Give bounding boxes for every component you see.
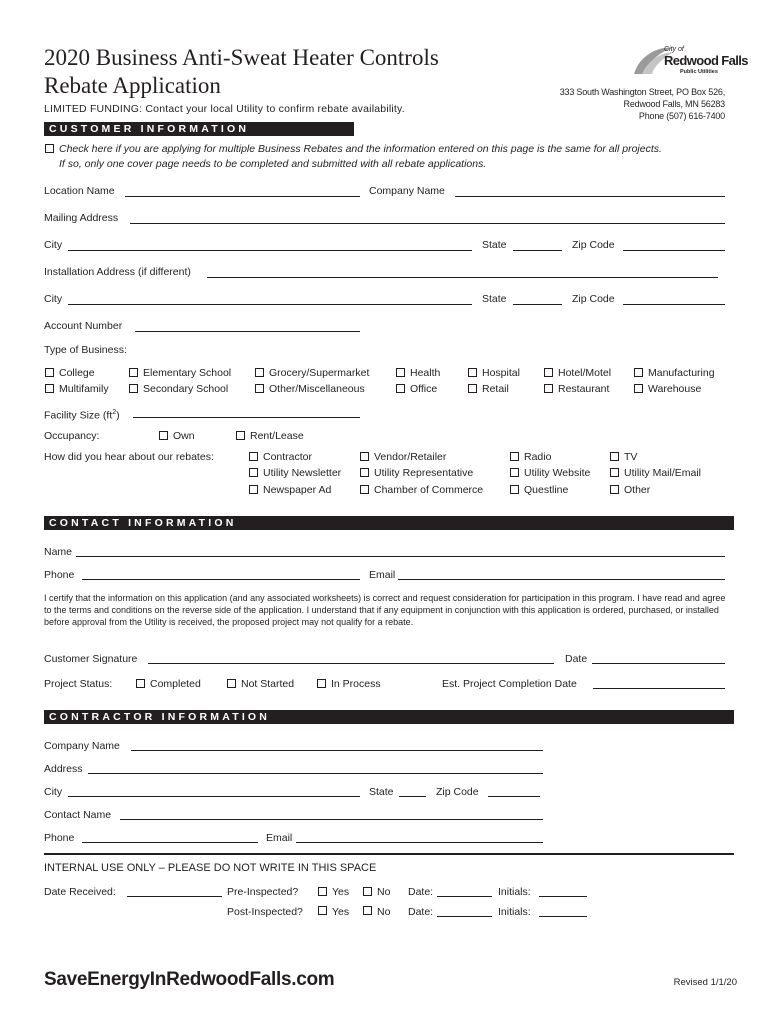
utility-address: [560, 86, 725, 122]
state-label: State: [482, 239, 507, 251]
radio-checkbox[interactable]: [510, 452, 519, 461]
utility-website-checkbox[interactable]: [510, 468, 519, 477]
install-state-label: State: [482, 293, 507, 305]
redwood-falls-logo: [630, 44, 748, 78]
city-label: City: [44, 239, 63, 251]
contractor-checkbox[interactable]: [249, 452, 258, 461]
tv-label: TV: [624, 451, 638, 463]
office-label: Office: [410, 383, 438, 395]
contact-phone-label: Phone: [44, 569, 75, 581]
utility-mail-email-checkbox[interactable]: [610, 468, 619, 477]
utility-newsletter-label: Utility Newsletter: [263, 467, 342, 479]
pre-inspected-no-label: No: [377, 886, 391, 898]
occupancy-label: Occupancy:: [44, 430, 100, 442]
multiple-rebates-checkbox[interactable]: [45, 144, 54, 153]
contractor-label: Contractor: [263, 451, 313, 463]
post-inspected-label: Post-Inspected?: [227, 906, 303, 918]
post-inspected-date-field[interactable]: [437, 907, 492, 917]
contractor-city-field[interactable]: [68, 787, 360, 797]
other-misc-label: Other/Miscellaneous: [269, 383, 365, 395]
contact-email-label: Email: [369, 569, 396, 581]
rent-lease-label: Rent/Lease: [250, 430, 304, 442]
contact-name-field[interactable]: [76, 547, 725, 557]
hospital-label: Hospital: [482, 367, 520, 379]
college-label: College: [59, 367, 95, 379]
facility-size-sup: 2: [112, 409, 117, 416]
warehouse-label: Warehouse: [648, 383, 702, 395]
customer-signature-field[interactable]: [148, 654, 554, 664]
contractor-phone-label: Phone: [44, 832, 75, 844]
contractor-zip-field[interactable]: [488, 787, 540, 797]
account-number-field[interactable]: [135, 322, 360, 332]
health-label: Health: [410, 367, 441, 379]
secondary-school-label: Secondary School: [143, 383, 229, 395]
logo-name: Redwood Falls: [664, 53, 748, 68]
post-inspected-yes-checkbox[interactable]: [318, 906, 327, 915]
multiple-rebates-note-1: Check here if you are applying for multiple Business Rebates and the information entered on this page is the same for all projects.: [59, 143, 662, 155]
restaurant-checkbox[interactable]: [544, 384, 553, 393]
certification-statement: I certify that the information on this application (and any associated worksheets) is correct and request consideration for participation in this program. I have read and agree to the terms and conditions on the reverse side of the application. I understand that if any equipment in conjunction with this application is ordered, purchased, or installed before approval from the Utility is received, the proposed project may not qualify for a rebate.: [44, 593, 726, 627]
contractor-contact-field[interactable]: [120, 810, 543, 820]
contractor-contact-label: Contact Name: [44, 809, 112, 821]
facility-size-text: Facility Size (ft: [44, 409, 113, 422]
pre-inspected-date-field[interactable]: [437, 887, 492, 897]
pre-inspected-yes-checkbox[interactable]: [318, 887, 327, 896]
signature-date-field[interactable]: [592, 654, 725, 664]
customer-signature-label: Customer Signature: [44, 653, 138, 665]
post-inspected-date-label: Date:: [408, 906, 434, 918]
est-completion-label: Est. Project Completion Date: [442, 678, 577, 690]
project-status-label: Project Status:: [44, 678, 113, 690]
manufacturing-label: Manufacturing: [648, 367, 715, 379]
facility-size-close: ): [116, 409, 120, 422]
other-source-checkbox[interactable]: [610, 485, 619, 494]
contractor-address-field[interactable]: [88, 764, 543, 774]
date-received-label: Date Received:: [44, 886, 116, 898]
post-inspected-no-checkbox[interactable]: [363, 906, 372, 915]
zip-label: Zip Code: [572, 239, 615, 251]
utility-mail-email-label: Utility Mail/Email: [624, 467, 702, 479]
install-state-field[interactable]: [513, 295, 562, 305]
rent-lease-checkbox[interactable]: [236, 431, 245, 440]
vendor-retailer-checkbox[interactable]: [360, 452, 369, 461]
restaurant-label: Restaurant: [558, 383, 610, 395]
contractor-company-field[interactable]: [131, 741, 543, 751]
state-field[interactable]: [513, 241, 562, 251]
pre-inspected-initials-label: Initials:: [498, 886, 531, 898]
installation-address-field[interactable]: [207, 268, 718, 278]
limited-funding-note: LIMITED FUNDING: Contact your local Utility to confirm rebate availability.: [44, 103, 405, 115]
mailing-address-label: Mailing Address: [44, 212, 119, 224]
contractor-state-label: State: [369, 786, 394, 798]
utility-rep-label: Utility Representative: [374, 467, 474, 479]
multiple-rebates-note-2: If so, only one cover page needs to be completed and submitted with all rebate applications.: [59, 158, 487, 170]
hear-about-label: How did you hear about our rebates:: [44, 451, 214, 463]
contractor-section-header: CONTRACTOR INFORMATION: [44, 710, 734, 724]
manufacturing-checkbox[interactable]: [634, 368, 643, 377]
est-completion-field[interactable]: [593, 679, 725, 689]
completed-checkbox[interactable]: [136, 679, 145, 688]
utility-website-label: Utility Website: [524, 467, 591, 479]
vendor-retailer-label: Vendor/Retailer: [374, 451, 447, 463]
pre-inspected-label: Pre-Inspected?: [227, 886, 299, 898]
retail-checkbox[interactable]: [468, 384, 477, 393]
install-zip-field[interactable]: [623, 295, 725, 305]
customer-section-header: CUSTOMER INFORMATION: [44, 122, 354, 136]
address-line3: Phone (507) 616-7400: [638, 111, 725, 121]
newspaper-ad-label: Newspaper Ad: [263, 484, 332, 496]
hospital-checkbox[interactable]: [468, 368, 477, 377]
location-name-field[interactable]: [125, 187, 360, 197]
contractor-company-label: Company Name: [44, 740, 120, 752]
grocery-checkbox[interactable]: [255, 368, 264, 377]
post-inspected-initials-label: Initials:: [498, 906, 531, 918]
pre-inspected-yes-label: Yes: [332, 886, 350, 898]
contractor-state-field[interactable]: [399, 787, 426, 797]
footer-website-link[interactable]: SaveEnergyInRedwoodFalls.com: [44, 969, 335, 990]
mailing-address-field[interactable]: [130, 214, 725, 224]
radio-label: Radio: [524, 451, 552, 463]
secondary-school-checkbox[interactable]: [129, 384, 138, 393]
newspaper-ad-checkbox[interactable]: [249, 485, 258, 494]
hotel-motel-checkbox[interactable]: [544, 368, 553, 377]
form-title-line1: 2020 Business Anti-Sweat Heater Controls: [44, 45, 439, 70]
internal-use-heading: INTERNAL USE ONLY – PLEASE DO NOT WRITE IN THIS SPACE: [44, 862, 377, 874]
logo-sub: Public Utilities: [680, 69, 718, 75]
contractor-address-label: Address: [44, 763, 83, 775]
elementary-school-label: Elementary School: [143, 367, 232, 379]
date-received-field[interactable]: [127, 887, 222, 897]
pre-inspected-initials-field[interactable]: [539, 887, 587, 897]
address-line1: 333 South Washington Street, PO Box 526,: [559, 87, 725, 97]
contractor-city-label: City: [44, 786, 63, 798]
college-checkbox[interactable]: [45, 368, 54, 377]
health-checkbox[interactable]: [396, 368, 405, 377]
tv-checkbox[interactable]: [610, 452, 619, 461]
own-checkbox[interactable]: [159, 431, 168, 440]
revised-date: Revised 1/1/20: [673, 977, 737, 988]
post-inspected-initials-field[interactable]: [539, 907, 587, 917]
signature-date-label: Date: [565, 653, 588, 665]
contractor-email-field[interactable]: [296, 833, 543, 843]
contact-section-header: CONTACT INFORMATION: [44, 516, 734, 530]
contact-phone-field[interactable]: [82, 570, 360, 580]
install-zip-label: Zip Code: [572, 293, 615, 305]
pre-inspected-no-checkbox[interactable]: [363, 887, 372, 896]
internal-divider: [44, 853, 734, 855]
not-started-label: Not Started: [241, 678, 295, 690]
grocery-label: Grocery/Supermarket: [269, 367, 370, 379]
questline-checkbox[interactable]: [510, 485, 519, 494]
chamber-checkbox[interactable]: [360, 485, 369, 494]
facility-size-label: [44, 407, 120, 422]
in-process-checkbox[interactable]: [317, 679, 326, 688]
in-process-label: In Process: [331, 678, 381, 690]
multifamily-label: Multifamily: [59, 383, 109, 395]
zip-field[interactable]: [623, 241, 725, 251]
facility-size-field[interactable]: [133, 408, 360, 418]
own-label: Own: [173, 430, 195, 442]
office-checkbox[interactable]: [396, 384, 405, 393]
company-name-label: Company Name: [369, 185, 445, 197]
type-of-business-label: Type of Business:: [44, 344, 127, 356]
install-city-field[interactable]: [68, 295, 472, 305]
other-misc-checkbox[interactable]: [255, 384, 264, 393]
location-name-label: Location Name: [44, 185, 115, 197]
hotel-motel-label: Hotel/Motel: [558, 367, 612, 379]
contractor-phone-field[interactable]: [82, 833, 258, 843]
post-inspected-no-label: No: [377, 906, 391, 918]
other-source-label: Other: [624, 484, 651, 496]
multifamily-checkbox[interactable]: [45, 384, 54, 393]
utility-rep-checkbox[interactable]: [360, 468, 369, 477]
retail-label: Retail: [482, 383, 509, 395]
chamber-label: Chamber of Commerce: [374, 484, 484, 496]
address-line2: Redwood Falls, MN 56283: [623, 99, 725, 109]
pre-inspected-date-label: Date:: [408, 886, 434, 898]
city-field[interactable]: [68, 241, 472, 251]
contractor-email-label: Email: [266, 832, 293, 844]
completed-label: Completed: [150, 678, 201, 690]
contact-email-field[interactable]: [398, 570, 725, 580]
not-started-checkbox[interactable]: [227, 679, 236, 688]
post-inspected-yes-label: Yes: [332, 906, 350, 918]
company-name-field[interactable]: [455, 187, 725, 197]
install-city-label: City: [44, 293, 63, 305]
questline-label: Questline: [524, 484, 569, 496]
logo-city-of: City of: [664, 46, 684, 53]
elementary-school-checkbox[interactable]: [129, 368, 138, 377]
installation-address-label: Installation Address (if different): [44, 266, 191, 278]
contact-name-label: Name: [44, 546, 73, 558]
account-number-label: Account Number: [44, 320, 123, 332]
form-title-line2: Rebate Application: [44, 73, 221, 98]
utility-newsletter-checkbox[interactable]: [249, 468, 258, 477]
contractor-zip-label: Zip Code: [436, 786, 479, 798]
warehouse-checkbox[interactable]: [634, 384, 643, 393]
